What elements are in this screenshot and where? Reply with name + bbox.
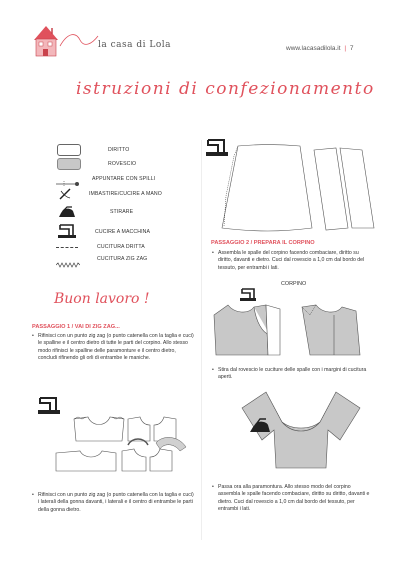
legend-label: STIRARE — [110, 209, 134, 215]
step2-bullet1: • Assembla le spalle del corpino facendo combaciare, diritto su diritto, davanti e dietro. Cuci dal rovescio a 1,0 cm dal bordo del tessuto, per entrambi i lati. — [212, 250, 372, 272]
legend-label: ROVESCIO — [108, 161, 137, 167]
step1-title: PASSAGGIO 1 / VAI DI ZIG ZAG... — [32, 324, 120, 330]
pressing-illustration — [236, 388, 366, 472]
skirt-illustration — [204, 136, 376, 232]
sewing-machine-icon — [58, 223, 76, 239]
page-number: 7 — [349, 45, 354, 52]
step1-bullet1: • Rifinisci con un punto zig zag (o punto catenella con la taglia e cuci) le spalline e il centro dietro di tutte le parti del corpino. Allo stesso modo rifinisci le spalline delle paramonture e il centro dietro, concludi rifinendo gli orli di entrambe le maniche. — [32, 333, 196, 363]
column-divider — [201, 140, 202, 540]
step2-bullet2: • Stira dal rovescio le cuciture delle spalle con i margini di cucitura aperti. — [212, 367, 372, 382]
pin-icon — [55, 175, 81, 183]
page-title: istruzioni di confezionamento — [76, 79, 375, 99]
step1-illustration — [36, 393, 196, 483]
step1-bullet1-text: Rifinisci con un punto zig zag (o punto catenella con la taglia e cuci) le spalline e il centro dietro di tutte le parti del corpino. Allo stesso modo rifinisci le spalline delle paramonture e il centro dietro, concludi rifinendo gli orli di entrambe le maniche. — [38, 333, 194, 362]
logo-text: la casa di Lola — [98, 40, 171, 50]
step1-bullet2-text: Rifinisci con un punto zig zag (o punto catenella con la taglia e cuci) i laterali della gonna davanti, i laterali e il centro di entrambe le parti della gonna dietro. — [38, 492, 194, 513]
legend — [52, 144, 192, 290]
needle-thread-icon — [58, 187, 72, 201]
website: www.lacasadilola.it | 7 — [286, 45, 354, 52]
zigzag-line-icon — [56, 255, 80, 261]
step2-title: PASSAGGIO 2 / PREPARA IL CORPINO — [211, 240, 315, 246]
plain-fabric-swatch-icon — [57, 144, 81, 156]
step2-bullet1-text: Assembla le spalle del corpino facendo combaciare, diritto su diritto, davanti e dietro. Cuci dal rovescio a 1,0 cm dal bordo del tessuto, per entrambi i lati. — [218, 250, 365, 271]
step2-bullet3-text: Passa ora alla paramontura. Allo stesso modo del corpino assembla le spalle facendo combaciare, diritto su diritto, davanti e dietro. Cuci dal rovescio a 1,0 cm dal bordo del tessuto, per entrambi i lati. — [218, 484, 370, 513]
legend-label: CUCITURA ZIG ZAG — [97, 256, 148, 262]
dashed-line-icon — [56, 247, 78, 248]
website-url: www.lacasadilola.it — [286, 45, 341, 52]
corpino-illustration — [206, 285, 376, 361]
legend-label: CUCITURA DRITTA — [97, 244, 145, 250]
legend-label: IMBASTIRE/CUCIRE A MANO — [89, 191, 162, 197]
legend-label: CUCIRE A MACCHINA — [95, 229, 151, 235]
corpino-label: CORPINO — [281, 281, 307, 287]
grey-fabric-swatch-icon — [57, 158, 81, 170]
step2-bullet2-text: Stira dal rovescio le cuciture delle spalle con i margini di cucitura aperti. — [218, 367, 367, 381]
step2-bullet3: • Passa ora alla paramontura. Allo stesso modo del corpino assembla le spalle facendo combaciare, diritto su diritto, davanti e dietro. Cuci dal rovescio a 1,0 cm dal bordo del tessuto, per entrambi i lati. — [212, 484, 372, 514]
greeting: Buon lavoro ! — [54, 291, 150, 307]
step1-bullet2: • Rifinisci con un punto zig zag (o punto catenella con la taglia e cuci) i laterali della gonna davanti, i laterali e il centro di entrambe le parti della gonna dietro. — [32, 492, 196, 514]
iron-icon — [57, 205, 77, 219]
legend-label: APPUNTARE CON SPILLI — [92, 176, 156, 182]
legend-label: DIRITTO — [108, 147, 130, 153]
